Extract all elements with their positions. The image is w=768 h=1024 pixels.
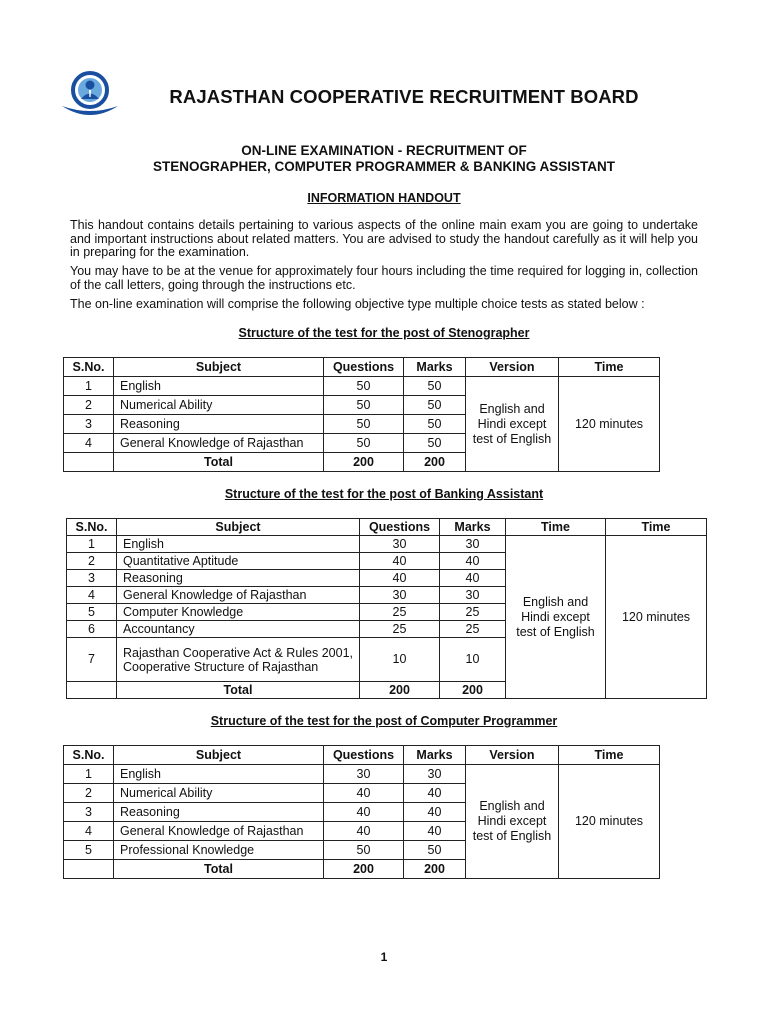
cell-questions: 40 [324,803,404,822]
cell-sno: 3 [64,803,114,822]
cell-empty [64,453,114,472]
col-version: Time [506,519,606,536]
exam-subtitle [60,143,708,175]
table-row [64,765,660,784]
cell-questions: 40 [324,822,404,841]
cell-time: 120 minutes [559,765,660,879]
cell-subject: Computer Knowledge [117,604,360,621]
total-questions: 200 [324,453,404,472]
cell-sno: 4 [67,587,117,604]
cell-subject: Reasoning [114,415,324,434]
cell-version: English and Hindi except test of English [466,377,559,472]
total-questions: 200 [324,860,404,879]
cell-subject: English [114,765,324,784]
cell-sno: 5 [67,604,117,621]
table-row [64,377,660,396]
page-number: 1 [380,950,388,964]
cell-time: 120 minutes [606,536,707,699]
cell-marks: 40 [404,822,466,841]
total-label: Total [114,453,324,472]
col-questions: Questions [324,358,404,377]
total-label: Total [117,682,360,699]
table-header-row [64,746,660,765]
banking-table [66,518,707,699]
cell-sno: 7 [67,638,117,682]
cell-sno: 1 [67,536,117,553]
cell-sno: 1 [64,765,114,784]
cell-marks: 50 [404,841,466,860]
page-title: RAJASTHAN COOPERATIVE RECRUITMENT BOARD [169,86,639,107]
cell-questions: 25 [360,621,440,638]
cell-subject: Accountancy [117,621,360,638]
cell-marks: 10 [440,638,506,682]
cell-sno: 2 [64,396,114,415]
cell-subject: Numerical Ability [114,784,324,803]
cell-questions: 30 [324,765,404,784]
cell-sno: 2 [67,553,117,570]
col-marks: Marks [404,358,466,377]
cell-subject: Reasoning [114,803,324,822]
stenographer-table [63,357,660,472]
col-marks: Marks [440,519,506,536]
programmer-table [63,745,660,879]
cell-questions: 25 [360,604,440,621]
col-version: Version [466,746,559,765]
cell-subject: Rajasthan Cooperative Act & Rules 2001, Cooperative Structure of Rajasthan [117,638,360,682]
cell-marks: 50 [404,377,466,396]
cell-sno: 2 [64,784,114,803]
col-sno: S.No. [64,746,114,765]
cell-marks: 50 [404,434,466,453]
cell-subject: General Knowledge of Rajasthan [117,587,360,604]
cell-empty [67,682,117,699]
intro-paragraph: This handout contains details pertaining to various aspects of the online main exam you are going to undertake and important instructions about related matters. You are advised to study the handout carefully as it will help you in preparing for the examination. [70,218,698,260]
cell-empty [64,860,114,879]
total-label: Total [114,860,324,879]
col-questions: Questions [324,746,404,765]
col-questions: Questions [360,519,440,536]
cell-sno: 3 [67,570,117,587]
col-subject: Subject [114,746,324,765]
stenographer-section-title: Structure of the test for the post of Stenographer [238,326,530,340]
subtitle-line-2: STENOGRAPHER, COMPUTER PROGRAMMER & BANKING ASSISTANT [152,159,615,174]
handout-heading: INFORMATION HANDOUT [307,191,461,205]
cell-subject: Quantitative Aptitude [117,553,360,570]
cell-sno: 3 [64,415,114,434]
venue-paragraph: You may have to be at the venue for approximately four hours including the time required for logging in, collection of the call letters, going through the instructions etc. [70,264,698,292]
cell-questions: 50 [324,434,404,453]
cell-marks: 30 [440,587,506,604]
cell-marks: 40 [440,570,506,587]
cell-marks: 40 [440,553,506,570]
cell-subject: General Knowledge of Rajasthan [114,822,324,841]
cell-questions: 50 [324,377,404,396]
col-sno: S.No. [67,519,117,536]
cell-subject: Numerical Ability [114,396,324,415]
cell-marks: 40 [404,803,466,822]
total-marks: 200 [404,453,466,472]
col-subject: Subject [114,358,324,377]
total-marks: 200 [404,860,466,879]
col-time: Time [559,358,660,377]
programmer-section-title: Structure of the test for the post of Computer Programmer [210,714,558,728]
cell-sno: 4 [64,434,114,453]
table-header-row [64,358,660,377]
structure-paragraph: The on-line examination will comprise the following objective type multiple choice tests as stated below : [70,297,645,311]
table-row [67,536,707,553]
col-time: Time [559,746,660,765]
col-time: Time [606,519,707,536]
cell-sno: 1 [64,377,114,396]
cell-subject: English [117,536,360,553]
cell-sno: 4 [64,822,114,841]
cell-version: English and Hindi except test of English [506,536,606,699]
cell-questions: 50 [324,396,404,415]
cell-marks: 30 [440,536,506,553]
cell-subject: General Knowledge of Rajasthan [114,434,324,453]
col-subject: Subject [117,519,360,536]
cell-marks: 50 [404,396,466,415]
cell-questions: 30 [360,587,440,604]
banking-section-title: Structure of the test for the post of Banking Assistant [224,487,544,501]
total-questions: 200 [360,682,440,699]
cell-marks: 25 [440,604,506,621]
cell-version: English and Hindi except test of English [466,765,559,879]
cell-marks: 50 [404,415,466,434]
cell-questions: 40 [360,570,440,587]
col-version: Version [466,358,559,377]
cell-questions: 40 [360,553,440,570]
cell-subject: Professional Knowledge [114,841,324,860]
cell-sno: 5 [64,841,114,860]
cell-sno: 6 [67,621,117,638]
cell-marks: 30 [404,765,466,784]
cell-questions: 30 [360,536,440,553]
subtitle-line-1: ON-LINE EXAMINATION - RECRUITMENT OF [241,143,527,158]
cell-questions: 50 [324,415,404,434]
col-marks: Marks [404,746,466,765]
cell-questions: 10 [360,638,440,682]
cell-marks: 40 [404,784,466,803]
total-marks: 200 [440,682,506,699]
table-header-row [67,519,707,536]
col-sno: S.No. [64,358,114,377]
board-logo [58,66,122,122]
cell-time: 120 minutes [559,377,660,472]
cell-subject: English [114,377,324,396]
cell-questions: 50 [324,841,404,860]
cell-subject: Reasoning [117,570,360,587]
cell-questions: 40 [324,784,404,803]
cell-marks: 25 [440,621,506,638]
